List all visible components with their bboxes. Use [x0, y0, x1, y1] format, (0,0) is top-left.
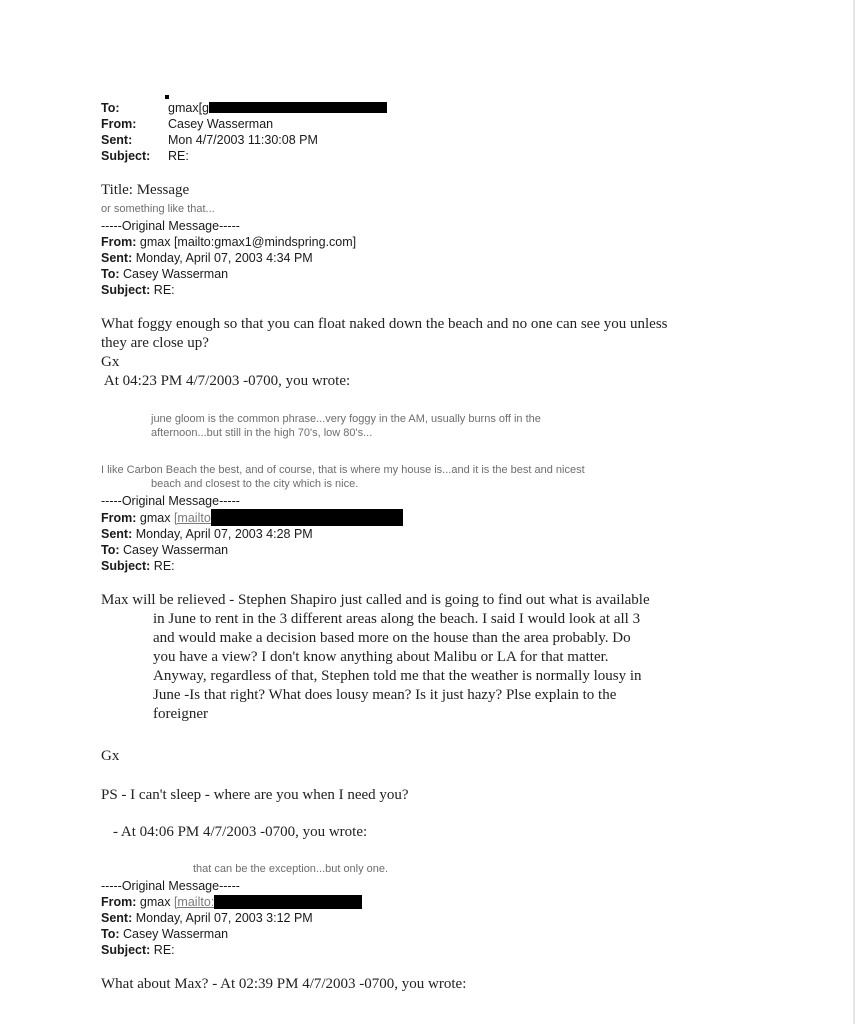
subject-value: RE: — [153, 559, 175, 573]
reply-header: - At 04:06 PM 4/7/2003 -0700, you wrote: — [113, 824, 368, 840]
redaction-bar — [214, 895, 362, 909]
body-line: Anyway, regardless of that, Stephen told me that the weather is normally lousy in — [153, 668, 642, 684]
body-line: foreigner — [153, 706, 208, 722]
from-label: From: — [101, 235, 137, 249]
body-line: and would make a decision based more on the house than the area probably. Do — [153, 630, 631, 646]
subject-value: RE: — [153, 943, 175, 957]
quote-line: afternoon...but still in the high 70's, low 80's... — [151, 427, 373, 439]
sent-label: Sent: — [101, 527, 133, 541]
page-edge — [853, 0, 855, 1024]
to-value: Casey Wasserman — [123, 543, 229, 557]
quote-line: june gloom is the common phrase...very foggy in the AM, usually burns off in the — [151, 413, 541, 425]
body-line: you have a view? I don't know anything about Malibu or LA for that matter. — [153, 649, 609, 665]
from-value: gmax [mailto:gmax1@mindspring.com] — [139, 235, 357, 249]
from-label: From: — [101, 117, 137, 131]
message-title: Title: Message — [101, 182, 190, 198]
message-body-1 — [101, 315, 668, 391]
sent-value: Monday, April 07, 2003 4:34 PM — [135, 251, 313, 265]
to-label: To: — [101, 543, 120, 557]
sent-value: Monday, April 07, 2003 4:28 PM — [135, 527, 313, 541]
sent-label: Sent: — [101, 911, 133, 925]
to-value: Casey Wasserman — [123, 267, 229, 281]
email-header — [101, 100, 387, 164]
quote-line: beach and closest to the city which is nice. — [151, 478, 359, 490]
divider: -----Original Message----- — [101, 494, 240, 508]
to-value: Casey Wasserman — [123, 927, 229, 941]
postscript: PS - I can't sleep - where are you when I need you? — [101, 787, 409, 803]
original-message-3 — [101, 878, 362, 958]
to-label: To: — [101, 267, 120, 281]
original-message-2 — [101, 493, 403, 574]
mailto-link[interactable]: [mailto: — [173, 895, 215, 909]
body-line: in June to rent in the 3 different areas along the beach. I said I would look at all 3 — [153, 611, 641, 627]
quote-line: I like Carbon Beach the best, and of course, that is where my house is...and it is the best and nicest — [101, 464, 585, 476]
from-value: gmax — [139, 895, 174, 909]
divider: -----Original Message----- — [101, 219, 240, 233]
body-line: they are close up? — [101, 335, 209, 351]
to-label: To: — [101, 927, 120, 941]
sent-label: Sent: — [101, 133, 133, 147]
subject-label: Subject: — [101, 943, 151, 957]
reply-header: At 04:23 PM 4/7/2003 -0700, you wrote: — [101, 373, 351, 389]
body-line: Max will be relieved - Stephen Shapiro just called and is going to find out what is available — [101, 592, 650, 608]
signature: Gx — [101, 354, 120, 370]
last-line: What about Max? - At 02:39 PM 4/7/2003 -0700, you wrote: — [101, 976, 467, 992]
from-label: From: — [101, 511, 137, 525]
sent-label: Sent: — [101, 251, 133, 265]
subject-value: RE: — [168, 149, 189, 163]
redaction-mark — [165, 95, 169, 99]
from-value: gmax — [139, 511, 174, 525]
subject-label: Subject: — [101, 283, 151, 297]
note-text: or something like that... — [101, 203, 215, 215]
divider: -----Original Message----- — [101, 879, 240, 893]
subject-value: RE: — [153, 283, 175, 297]
to-label: To: — [101, 101, 120, 115]
from-value: Casey Wasserman — [168, 117, 274, 131]
subject-label: Subject: — [101, 149, 151, 163]
carbon-beach-text — [101, 463, 585, 491]
from-label: From: — [101, 895, 137, 909]
to-value-text: gmax[g — [168, 101, 209, 115]
subject-label: Subject: — [101, 559, 151, 573]
quoted-text-1 — [151, 412, 541, 440]
message-body-2 — [101, 591, 650, 724]
body-line: June -Is that right? What does lousy mean? Is it just hazy? Plse explain to the — [153, 687, 617, 703]
quoted-text-2: that can be the exception...but only one. — [193, 863, 389, 875]
to-value — [168, 100, 387, 116]
redaction-bar — [211, 509, 403, 526]
signature: Gx — [101, 748, 120, 764]
body-line: What foggy enough so that you can float naked down the beach and no one can see you unless — [101, 316, 668, 332]
sent-value: Mon 4/7/2003 11:30:08 PM — [168, 133, 318, 147]
original-message-1 — [101, 218, 356, 298]
redaction-bar — [209, 102, 387, 113]
sent-value: Monday, April 07, 2003 3:12 PM — [135, 911, 313, 925]
mailto-link[interactable]: [mailto — [173, 511, 211, 525]
